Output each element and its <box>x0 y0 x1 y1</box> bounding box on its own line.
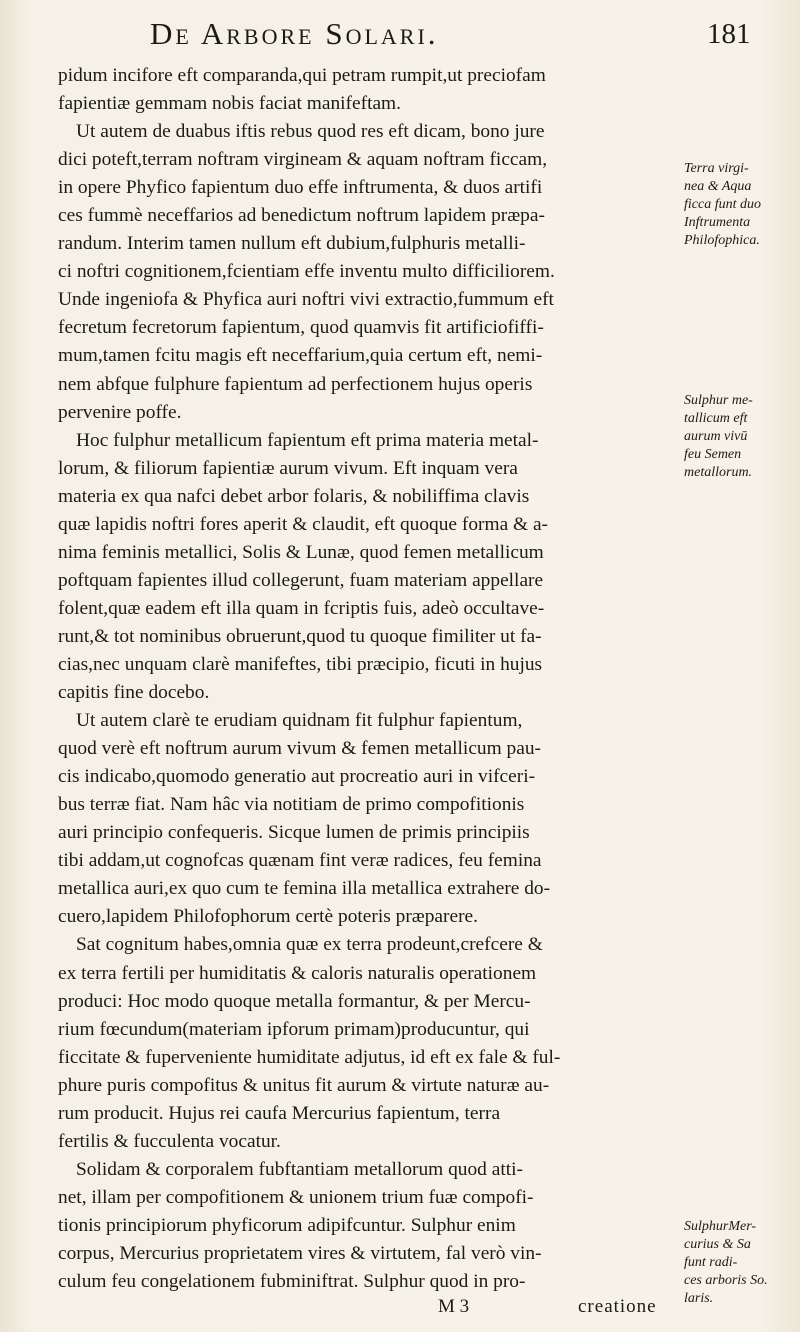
text-line: nima feminis metallici, Solis & Lunæ, quod femen metallicum <box>58 541 544 563</box>
text-line: fapientiæ gemmam nobis faciat manifeftam. <box>58 93 401 115</box>
margin-note-line: curius & Sa <box>684 1237 751 1252</box>
margin-note-line: metallorum. <box>684 465 753 480</box>
text-line: Hoc fulphur metallicum fapientum eft prima materia metal- <box>76 429 539 451</box>
text-line: net, illam per compofitionem & unionem trium fuæ compofi- <box>58 1186 534 1208</box>
text-line: poftquam fapientes illud collegerunt, fuam materiam appellare <box>58 569 544 591</box>
text-line: metallica auri,ex quo cum te femina illa metallica extrahere do- <box>58 878 551 900</box>
text-line: bus terræ fiat. Nam hâc via notitiam de primo compofitionis <box>58 794 525 816</box>
text-line: cuero,lapidem Philofophorum certè poteris præparere. <box>58 906 478 928</box>
text-line: ci noftri cognitionem,fcientiam effe inventu multo difficiliorem. <box>58 261 555 283</box>
text-line: quæ lapidis noftri fores aperit & claudit, eft quoque forma & a- <box>58 513 549 535</box>
running-title: De Arbore Solari. <box>150 16 439 51</box>
text-line: produci: Hoc modo quoque metalla formantur, & per Mercu- <box>58 990 531 1012</box>
text-line: culum feu congelationem fubminiftrat. Sulphur quod in pro- <box>58 1271 526 1293</box>
margin-note-radices <box>684 1218 768 1308</box>
text-line: Unde ingeniofa & Phyfica auri noftri vivi extractio,fummum eft <box>58 289 554 311</box>
text-line: folent,quæ eadem eft illa quam in fcriptis fuis, adeò occultave- <box>58 597 545 619</box>
text-line: capitis fine docebo. <box>58 682 210 704</box>
text-line: runt,& tot nominibus obruerunt,quod tu quoque fimiliter ut fa- <box>58 625 542 647</box>
margin-note-line: Inftrumenta <box>684 215 751 230</box>
text-line: fertilis & fucculenta vocatur. <box>58 1130 281 1152</box>
margin-note-line: Sulphur me- <box>684 393 753 408</box>
text-line: cis indicabo,quomodo generatio aut procreatio auri in vifceri- <box>58 766 536 788</box>
margin-note-line: Philofophica. <box>684 233 760 248</box>
page-number: 181 <box>707 18 751 50</box>
text-line: pidum incifore eft comparanda,qui petram rumpit,ut preciofam <box>58 65 546 86</box>
text-line: fecretum fecretorum fapientum, quod quamvis fit artificiofiffi- <box>58 317 544 339</box>
text-line: Ut autem de duabus iftis rebus quod res eft dicam, bono jure <box>76 121 545 143</box>
text-line: rum producit. Hujus rei caufa Mercurius fapientum, terra <box>58 1102 501 1124</box>
text-line: Ut autem clarè te erudiam quidnam fit fulphur fapientum, <box>76 710 523 732</box>
text-line: tionis principiorum phyficorum adipifcuntur. Sulphur enim <box>58 1214 516 1236</box>
text-line: tibi addam,ut cognofcas quænam fint veræ radices, feu femina <box>58 850 542 872</box>
margin-note-line: funt radi- <box>684 1255 738 1270</box>
text-line: pervenire poffe. <box>58 401 182 423</box>
margin-note-sulphur <box>684 392 753 482</box>
text-line: mum,tamen fcitu magis eft neceffarium,quia certum eft, nemi- <box>58 345 543 367</box>
text-line: lorum, & filiorum fapientiæ aurum vivum. Eft inquam vera <box>58 457 518 479</box>
margin-note-line: ces arboris So. <box>684 1273 768 1288</box>
margin-note-line: aurum vivū <box>684 429 748 444</box>
margin-note-line: SulphurMer- <box>684 1219 757 1234</box>
text-line: randum. Interim tamen nullum eft dubium,fulphuris metalli- <box>58 233 526 255</box>
text-line: ex terra fertili per humiditatis & caloris naturalis operationem <box>58 962 537 984</box>
text-line: ficcitate & fuperveniente humiditate adjutus, id eft ex fale & ful- <box>58 1046 561 1068</box>
margin-note-terra-aqua <box>684 160 761 250</box>
margin-notes <box>676 0 796 1332</box>
margin-note-line: ficca funt duo <box>684 197 761 212</box>
text-line: nem abfque fulphure fapientum ad perfectionem hujus operis <box>58 373 533 395</box>
text-line: dici poteft,terram noftram virgineam & aquam noftram ficcam, <box>58 149 548 171</box>
page-footer <box>0 1296 800 1326</box>
text-line: Sat cognitum habes,omnia quæ ex terra prodeunt,crefcere & <box>76 934 543 956</box>
margin-note-line: feu Semen <box>684 447 742 462</box>
margin-note-line: Terra virgi- <box>684 161 749 176</box>
margin-note-line: nea & Aqua <box>684 179 752 194</box>
body-text <box>58 62 684 1296</box>
margin-note-line: tallicum eft <box>684 411 748 426</box>
text-line: cias,nec unquam clarè manifeftes, tibi præcipio, ficuti in hujus <box>58 653 543 675</box>
margin-note-line: laris. <box>684 1291 714 1306</box>
text-line: in opere Phyfico fapientum duo effe inftrumenta, & duos artifi <box>58 177 543 199</box>
text-line: rium fœcundum(materiam ipforum primam)producuntur, qui <box>58 1018 530 1040</box>
text-line: auri principio confequeris. Sicque lumen de primis principiis <box>58 822 530 844</box>
text-line: Solidam & corporalem fubftantiam metallorum quod atti- <box>76 1158 523 1180</box>
text-line: corpus, Mercurius proprietatem vires & virtutem, fal verò vin- <box>58 1242 542 1264</box>
text-line: ces fummè neceffarios ad benedictum noftrum lapidem præpa- <box>58 205 545 227</box>
text-line: quod verè eft noftrum aurum vivum & femen metallicum pau- <box>58 738 542 760</box>
signature-mark: M 3 <box>438 1296 470 1317</box>
text-line: materia ex qua nafci debet arbor folaris, & nobiliffima clavis <box>58 485 530 507</box>
text-line: phure puris compofitus & unitus fit aurum & virtute naturæ au- <box>58 1074 550 1096</box>
catchword: creatione <box>578 1296 657 1317</box>
